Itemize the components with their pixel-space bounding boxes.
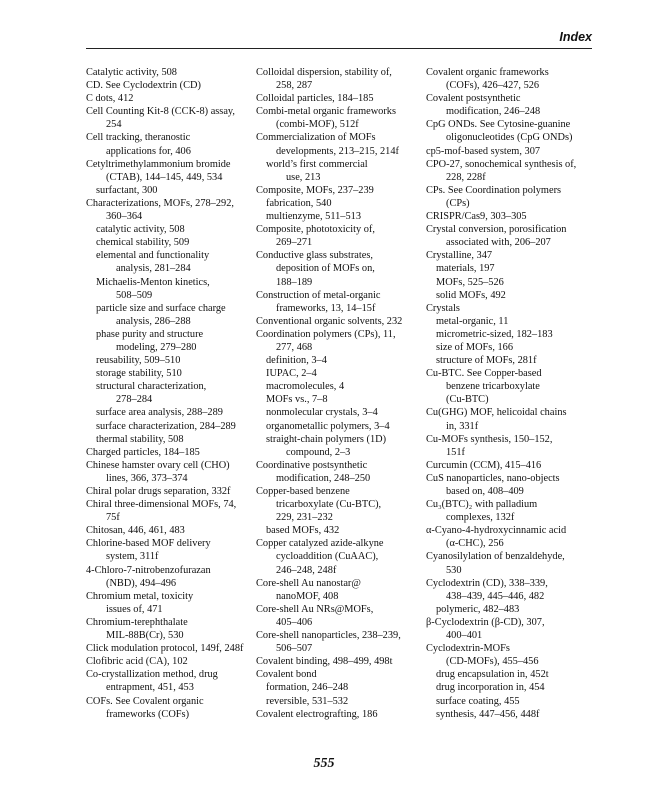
index-entry: Covalent electrografting, 186	[256, 708, 378, 720]
index-entry: cp5-mof-based system, 307	[426, 145, 541, 157]
index-entry: tricarboxylate (Cu-BTC),	[276, 499, 382, 511]
index-entry: Cell Counting Kit-8 (CCK-8) assay,	[86, 106, 236, 118]
index-entry: nanoMOF, 408	[276, 590, 339, 602]
index-entry: 229, 231–232	[276, 512, 333, 524]
index-entry: analysis, 286–288	[116, 315, 191, 327]
index-entry: 530	[446, 564, 462, 576]
index-entry: 508–509	[116, 289, 153, 301]
index-entry: (CTAB), 144–145, 449, 534	[106, 171, 223, 183]
index-entry: drug encapsulation in, 452t	[436, 669, 549, 681]
header-title: Index	[559, 30, 592, 44]
running-header	[86, 26, 592, 49]
index-entry: particle size and surface charge	[96, 302, 226, 314]
index-entry: cycloaddition (CuAAC),	[276, 551, 379, 563]
index-entry: entrapment, 451, 453	[106, 682, 194, 694]
index-entry: CRISPR/Cas9, 303–305	[426, 211, 527, 223]
index-entry: 405–406	[276, 616, 313, 628]
index-entry: β-Cyclodextrin (β-CD), 307,	[426, 616, 545, 628]
index-entry: surface coating, 455	[436, 695, 520, 707]
index-entry: 269–271	[276, 237, 313, 249]
index-entry: organometallic polymers, 3–4	[266, 420, 390, 432]
index-entry: CpG ONDs. See Cytosine-guanine	[426, 119, 571, 131]
index-entry: Core-shell Au NRs@MOFs,	[256, 603, 374, 615]
index-entry: size of MOFs, 166	[436, 341, 514, 353]
index-entry: structure of MOFs, 281f	[436, 355, 537, 367]
index-entry: CPs. See Coordination polymers	[426, 184, 562, 196]
index-entry: drug incorporation in, 454	[436, 682, 545, 694]
index-entry: MOFs vs., 7–8	[266, 394, 328, 406]
index-entry: Cyclodextrin-MOFs	[426, 643, 510, 655]
index-entry: surface area analysis, 288–289	[96, 407, 223, 419]
index-entry: oligonucleotides (CpG ONDs)	[446, 132, 573, 144]
index-entry: CD. See Cyclodextrin (CD)	[86, 80, 201, 92]
index-entry: based MOFs, 432	[266, 525, 340, 537]
index-entry: Covalent organic frameworks	[426, 67, 549, 78]
index-entry: elemental and functionality	[96, 250, 210, 262]
index-entry: straight-chain polymers (1D)	[266, 433, 387, 445]
index-entry: α-Cyano-4-hydroxycinnamic acid	[426, 525, 567, 537]
index-entry: 254	[106, 119, 122, 131]
index-entry: Characterizations, MOFs, 278–292,	[86, 197, 234, 209]
index-entry: structural characterization,	[96, 381, 207, 393]
index-entry: reversible, 531–532	[266, 695, 349, 707]
index-entry: 151f	[446, 446, 465, 458]
index-entry: CPO-27, sonochemical synthesis of,	[426, 158, 577, 170]
index-entry: (CD-MOFs), 455–456	[446, 656, 539, 668]
index-entry: Chitosan, 446, 461, 483	[86, 525, 185, 537]
index-entry: Conductive glass substrates,	[256, 250, 373, 262]
index-entry: Coordination polymers (CPs), 11,	[256, 328, 396, 340]
index-entry: Michaelis-Menton kinetics,	[96, 276, 210, 288]
index-entry: fabrication, 540	[266, 197, 332, 209]
index-entry: Coordinative postsynthetic	[256, 459, 368, 471]
index-entry: solid MOFs, 492	[436, 289, 506, 301]
index-entry: (combi-MOF), 512f	[276, 119, 359, 131]
index-entry: complexes, 132f	[446, 512, 515, 524]
index-entry: Cetyltrimethylammonium bromide	[86, 158, 231, 170]
index-entry: Copper-based benzene	[256, 486, 350, 497]
index-entry: reusability, 509–510	[96, 355, 181, 367]
index-entry: frameworks (COFs)	[106, 708, 190, 720]
index-entry: analysis, 281–284	[116, 263, 191, 275]
index-entry: MOFs, 525–526	[436, 276, 504, 288]
index-entry: phase purity and structure	[96, 328, 204, 340]
index-entry: Catalytic activity, 508	[86, 67, 177, 78]
index-entry: Chiral three-dimensional MOFs, 74,	[86, 499, 237, 511]
index-entry: Chiral polar drugs separation, 332f	[86, 486, 231, 497]
index-entry: thermal stability, 508	[96, 433, 184, 445]
index-entry: 258, 287	[276, 80, 313, 92]
index-entry: polymeric, 482–483	[436, 603, 520, 615]
index-entry: Cyclodextrin (CD), 338–339,	[426, 577, 548, 589]
index-entry: 360–364	[106, 211, 143, 223]
index-entry: associated with, 206–207	[446, 237, 551, 249]
index-entry: COFs. See Covalent organic	[86, 695, 204, 707]
index-entry: C dots, 412	[86, 93, 134, 105]
index-entry: 188–189	[276, 276, 313, 288]
index-entry: Copper catalyzed azide-alkyne	[256, 538, 384, 550]
index-entry: surfactant, 300	[96, 184, 158, 196]
index-entry: issues of, 471	[106, 603, 163, 615]
index-entry: system, 311f	[106, 551, 159, 563]
index-entry: materials, 197	[436, 263, 495, 275]
index-entry: 75f	[106, 512, 120, 524]
index-entry: Chromium-terephthalate	[86, 616, 188, 628]
index-entry: based on, 408–409	[446, 486, 524, 497]
index-entry: Cu(GHG) MOF, helicoidal chains	[426, 407, 567, 419]
index-entry: chemical stability, 509	[96, 237, 190, 249]
index-entry: 400–401	[446, 630, 483, 642]
index-entry: Click modulation protocol, 149f, 248f	[86, 643, 244, 655]
index-entry: synthesis, 447–456, 448f	[436, 708, 540, 720]
index-entry: Clofibric acid (CA), 102	[86, 656, 188, 668]
index-entry: formation, 246–248	[266, 682, 349, 694]
index-entry: Cell tracking, theranostic	[86, 132, 191, 144]
index-entry: IUPAC, 2–4	[266, 368, 317, 380]
index-entry: multienzyme, 511–513	[266, 211, 361, 223]
index-entry: 506–507	[276, 643, 313, 655]
index-entry: lines, 366, 373–374	[106, 472, 188, 484]
index-entry: Covalent bond	[256, 669, 317, 681]
index-entry: (COFs), 426–427, 526	[446, 80, 540, 92]
index-entry: CuS nanoparticles, nano-objects	[426, 472, 560, 484]
index-entry: modification, 246–248	[446, 106, 541, 118]
index-entry: compound, 2–3	[286, 446, 351, 458]
index-entry: MIL-88B(Cr), 530	[106, 630, 184, 642]
index-entry: Composite, MOFs, 237–239	[256, 184, 374, 196]
index-entry: macromolecules, 4	[266, 381, 345, 393]
index-entry: Crystal conversion, porosification	[426, 224, 567, 236]
index-entry: 228, 228f	[446, 171, 486, 183]
index-entry: Crystals	[426, 302, 460, 314]
index-entry: Chinese hamster ovary cell (CHO)	[86, 459, 230, 471]
index-entry: Co-crystallization method, drug	[86, 669, 218, 681]
index-entry: Combi-metal organic frameworks	[256, 106, 396, 118]
index-entry: Covalent postsynthetic	[426, 93, 521, 105]
index-entry: deposition of MOFs on,	[276, 263, 375, 275]
index-entry: Charged particles, 184–185	[86, 446, 200, 458]
index-entry: micrometric-sized, 182–183	[436, 328, 553, 340]
index-entry: benzene tricarboxylate	[446, 381, 540, 393]
index-entry: developments, 213–215, 214f	[276, 145, 399, 157]
index-entry: Construction of metal-organic	[256, 289, 381, 301]
index-entry: (α-CHC), 256	[446, 538, 504, 550]
index-entry: surface characterization, 284–289	[96, 420, 236, 432]
index-entry: frameworks, 13, 14–15f	[276, 302, 376, 314]
index-entry: Commercialization of MOFs	[256, 132, 376, 144]
index-column-3	[426, 66, 590, 721]
index-column-2	[256, 66, 420, 721]
index-entry: Core-shell nanoparticles, 238–239,	[256, 630, 401, 642]
index-entry: 4-Chloro-7-nitrobenzofurazan	[86, 564, 211, 576]
index-entry: Cu-MOFs synthesis, 150–152,	[426, 433, 553, 445]
index-entry: modeling, 279–280	[116, 341, 197, 353]
index-entry: in, 331f	[446, 420, 479, 432]
index-entry: nonmolecular crystals, 3–4	[266, 407, 378, 419]
index-entry: Covalent binding, 498–499, 498t	[256, 656, 393, 668]
page-number: 555	[313, 756, 335, 771]
index-entry: (CPs)	[446, 197, 470, 209]
index-entry: use, 213	[286, 171, 321, 183]
index-entry: Colloidal particles, 184–185	[256, 93, 374, 105]
index-entry: Curcumin (CCM), 415–416	[426, 459, 542, 471]
index-entry: 438–439, 445–446, 482	[446, 590, 545, 602]
index-entry: modification, 248–250	[276, 472, 371, 484]
index-column-1	[86, 66, 250, 721]
index-entry: Cu₃(BTC)₂ with palladium	[426, 499, 538, 511]
index-entry: (Cu-BTC)	[446, 394, 489, 406]
index-entry: Cu-BTC. See Copper-based	[426, 368, 542, 380]
index-entry: 278–284	[116, 394, 153, 406]
index-entry: definition, 3–4	[266, 355, 327, 367]
index-entry: storage stability, 510	[96, 368, 182, 380]
index-entry: Chlorine-based MOF delivery	[86, 538, 211, 550]
index-entry: Colloidal dispersion, stability of,	[256, 67, 392, 78]
index-entry: applications for, 406	[106, 145, 191, 157]
index-entry: world’s first commercial	[266, 158, 368, 170]
index-entry: Cyanosilylation of benzaldehyde,	[426, 551, 565, 563]
index-entry: Crystalline, 347	[426, 250, 493, 262]
index-entry: metal-organic, 11	[436, 315, 509, 327]
index-entry: Chromium metal, toxicity	[86, 590, 194, 602]
index-entry: Core-shell Au nanostar@	[256, 577, 361, 589]
index-entry: 277, 468	[276, 341, 313, 353]
index-entry: 246–248, 248f	[276, 564, 337, 576]
index-entry: Composite, phototoxicity of,	[256, 224, 375, 236]
index-entry: catalytic activity, 508	[96, 224, 185, 236]
index-entry: Conventional organic solvents, 232	[256, 315, 403, 327]
index-entry: (NBD), 494–496	[106, 577, 177, 589]
